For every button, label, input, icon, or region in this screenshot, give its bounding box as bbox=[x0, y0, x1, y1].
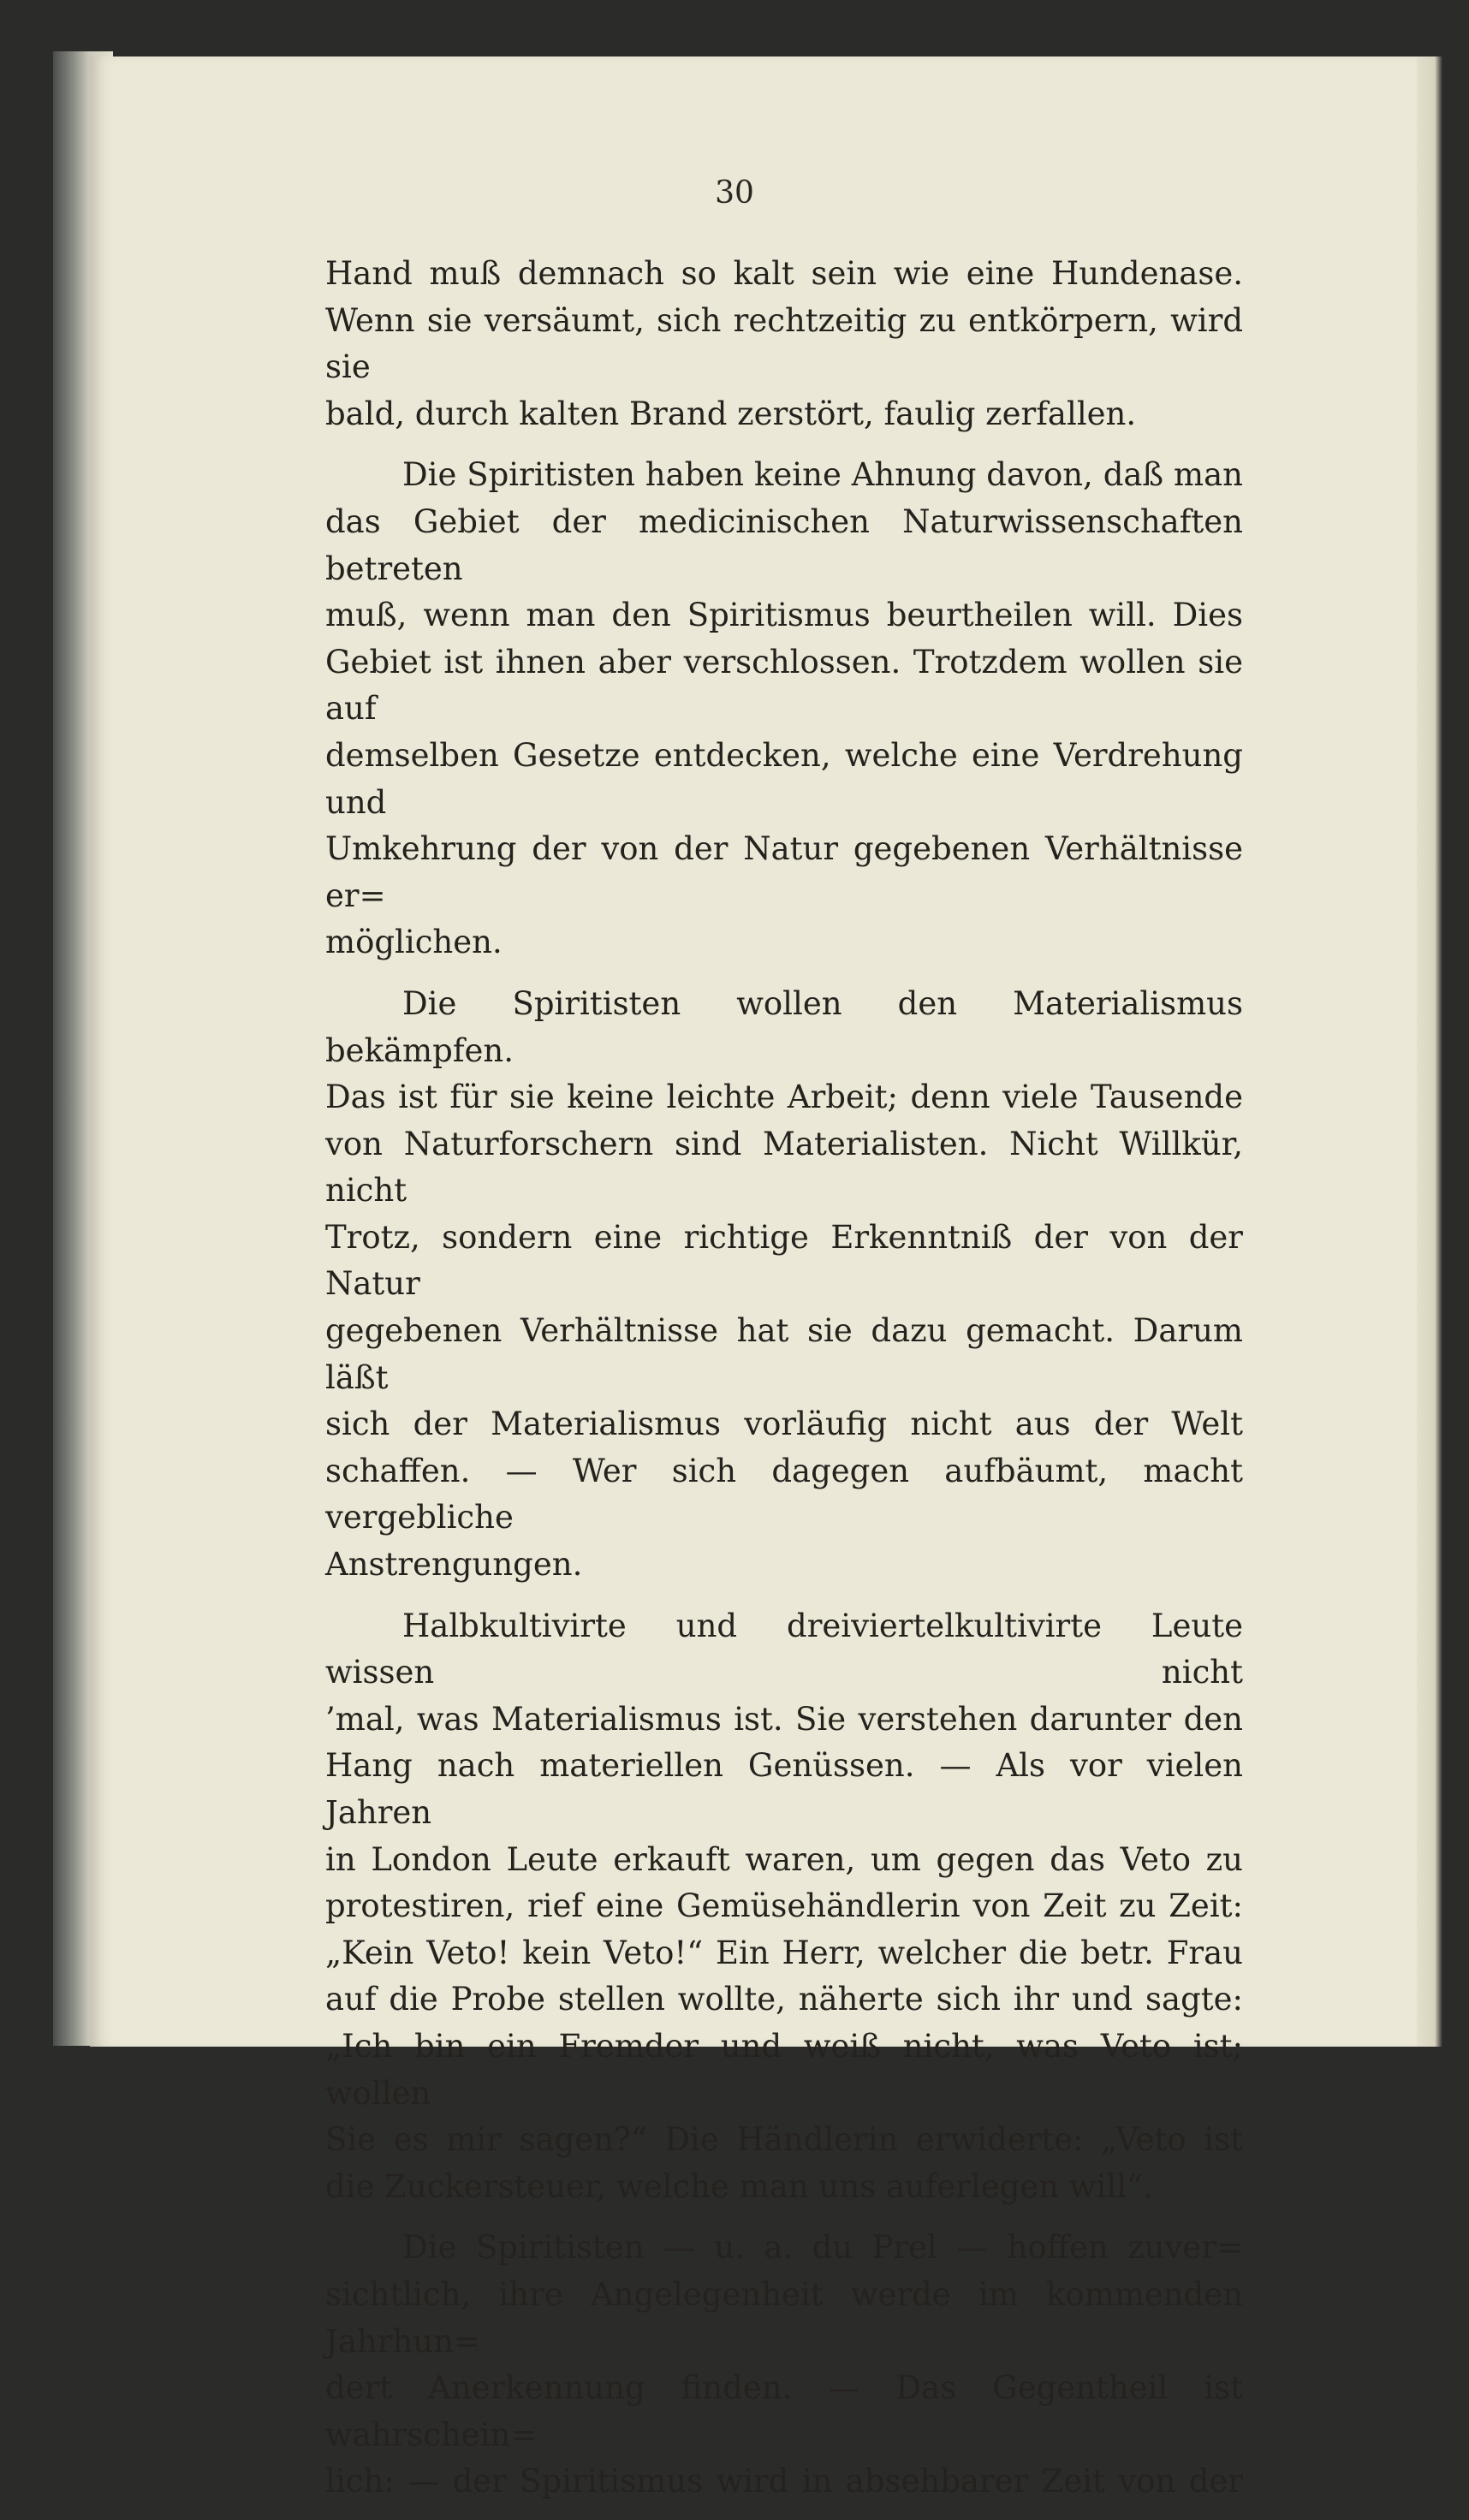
text-line: Anstrengungen. bbox=[325, 1546, 583, 1584]
paragraph bbox=[325, 251, 1243, 437]
text-line: sich der Materialismus vorläufig nicht aus der Welt bbox=[325, 1406, 1243, 1443]
text-line: auf die Probe stellen wollte, näherte sich ihr und sagte: bbox=[325, 1981, 1243, 2018]
text-line: bald, durch kalten Brand zerstört, faulig zerfallen. bbox=[325, 395, 1137, 432]
text-line: von Naturforschern sind Materialisten. Nicht Willkür, nicht bbox=[325, 1125, 1243, 1209]
text-line: Gebiet ist ihnen aber verschlossen. Trotzdem wollen sie auf bbox=[325, 643, 1243, 728]
text-line: muß, wenn man den Spiritismus beurtheilen will. Dies bbox=[325, 597, 1243, 634]
page-number: 30 bbox=[715, 175, 754, 211]
paragraph bbox=[325, 452, 1243, 966]
text-line: Die Spiritisten — u. a. du Prel — hoffen zuver= bbox=[402, 2229, 1243, 2267]
text-line: protestiren, rief eine Gemüsehändlerin von Zeit zu Zeit: bbox=[325, 1887, 1243, 1925]
text-line: schaffen. — Wer sich dagegen aufbäumt, macht vergebliche bbox=[325, 1452, 1243, 1536]
text-line: Umkehrung der von der Natur gegebenen Verhältnisse er= bbox=[325, 830, 1243, 914]
text-line: demselben Gesetze entdecken, welche eine Verdrehung und bbox=[325, 736, 1243, 821]
text-line: Das ist für sie keine leichte Arbeit; denn viele Tausende bbox=[325, 1079, 1243, 1116]
text-line: möglichen. bbox=[325, 924, 503, 961]
text-line: gegebenen Verhältnisse hat sie dazu gemacht. Darum läßt bbox=[325, 1312, 1243, 1396]
text-line: ’mal, was Materialismus ist. Sie verstehen darunter den bbox=[325, 1700, 1243, 1738]
text-line: die Zuckersteuer, welche man uns auferlegen will“. bbox=[325, 2167, 1153, 2205]
text-line: in London Leute erkauft waren, um gegen das Veto zu bbox=[325, 1840, 1243, 1878]
page-edge bbox=[1417, 56, 1442, 2047]
paragraph bbox=[325, 1603, 1243, 2211]
text-line: Trotz, sondern eine richtige Erkenntniß der von der Natur bbox=[325, 1218, 1243, 1303]
text-line: dert Anerkennung finden. — Das Gegentheil ist wahrschein= bbox=[325, 2369, 1243, 2453]
text-line: „Kein Veto! kein Veto!“ Ein Herr, welcher die betr. Frau bbox=[325, 1934, 1243, 1971]
text-line: „Ich bin ein Fremder und weiß nicht, was Veto ist; wollen bbox=[325, 2027, 1243, 2112]
text-line: das Gebiet der medicinischen Naturwissenschaften betreten bbox=[325, 502, 1243, 587]
text-line: lich: — der Spiritismus wird in absehbarer Zeit von der bbox=[325, 2463, 1243, 2500]
text-line: Wenn sie versäumt, sich rechtzeitig zu entkörpern, wird sie bbox=[325, 301, 1243, 386]
text-line: Sie es mir sagen?“ Die Händlerin erwiderte: „Veto ist bbox=[325, 2121, 1243, 2159]
paragraph bbox=[325, 981, 1243, 1589]
text-line: Hand muß demnach so kalt sein wie eine Hundenase. bbox=[325, 255, 1243, 292]
text-line: Die Spiritisten haben keine Ahnung davon, daß man bbox=[402, 456, 1243, 494]
paragraph bbox=[325, 2225, 1243, 2505]
text-line: Halbkultivirte und dreiviertelkultivirte Leute wissen nicht bbox=[325, 1607, 1243, 1691]
text-line: Die Spiritisten wollen den Materialismus bekämpfen. bbox=[325, 984, 1243, 1069]
text-line: sichtlich, ihre Angelegenheit werde im kommenden Jahrhun= bbox=[325, 2275, 1243, 2360]
body-text bbox=[325, 251, 1243, 2520]
text-line: Hang nach materiellen Genüssen. — Als vor vielen Jahren bbox=[325, 1747, 1243, 1831]
